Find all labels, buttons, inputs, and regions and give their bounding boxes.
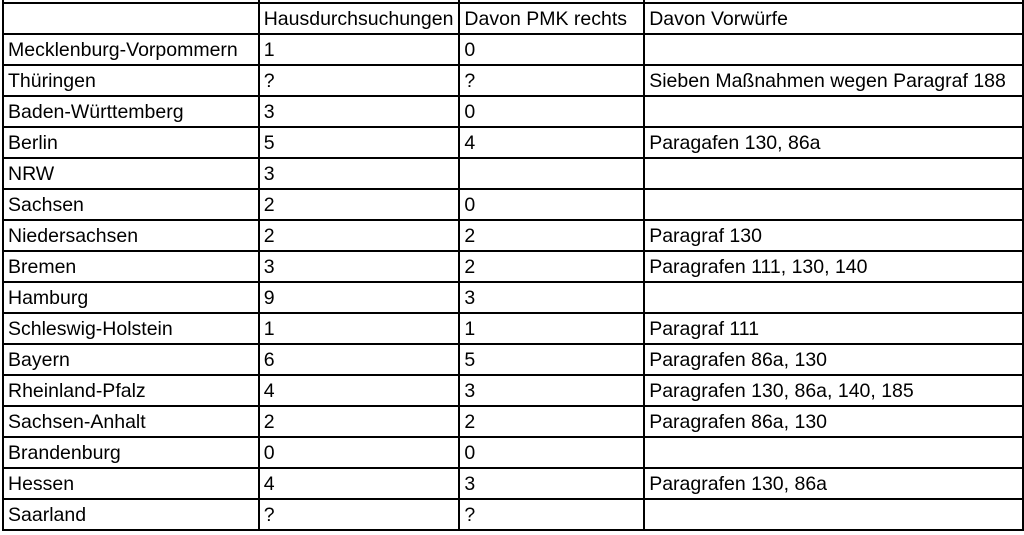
- cell-state[interactable]: Berlin: [3, 127, 259, 158]
- cell-vorwuerfe[interactable]: [644, 282, 1023, 313]
- cell-vorwuerfe[interactable]: Paragrafen 86a, 130: [644, 344, 1023, 375]
- cell-pmk-rechts[interactable]: 2: [459, 406, 644, 437]
- cell-hausdurchsuchungen[interactable]: 4: [259, 468, 460, 499]
- cell-pmk-rechts[interactable]: 5: [459, 344, 644, 375]
- table-row: [3, 251, 1023, 282]
- cell-state[interactable]: Thüringen: [3, 65, 259, 96]
- cell-hausdurchsuchungen[interactable]: 2: [259, 406, 460, 437]
- table-row: [3, 406, 1023, 437]
- cell-hausdurchsuchungen[interactable]: 3: [259, 158, 460, 189]
- header-vorwuerfe[interactable]: Davon Vorwürfe: [644, 3, 1023, 34]
- cell-vorwuerfe[interactable]: [644, 96, 1023, 127]
- cell-state[interactable]: Hessen: [3, 468, 259, 499]
- cell-pmk-rechts[interactable]: ?: [459, 65, 644, 96]
- cell-vorwuerfe[interactable]: Paragraf 111: [644, 313, 1023, 344]
- cell-hausdurchsuchungen[interactable]: 3: [259, 251, 460, 282]
- cell-state[interactable]: Sachsen-Anhalt: [3, 406, 259, 437]
- table-row: [3, 499, 1023, 530]
- table-row: [3, 158, 1023, 189]
- cell-pmk-rechts[interactable]: 3: [459, 282, 644, 313]
- cell-state[interactable]: NRW: [3, 158, 259, 189]
- header-state[interactable]: [3, 3, 259, 34]
- cell-state[interactable]: Brandenburg: [3, 437, 259, 468]
- cell-pmk-rechts[interactable]: 0: [459, 189, 644, 220]
- cell-state[interactable]: Saarland: [3, 499, 259, 530]
- cell-pmk-rechts[interactable]: 3: [459, 375, 644, 406]
- cell-state[interactable]: Schleswig-Holstein: [3, 313, 259, 344]
- cell-vorwuerfe[interactable]: [644, 158, 1023, 189]
- table-row: [3, 127, 1023, 158]
- header-pmk-rechts[interactable]: Davon PMK rechts: [459, 3, 644, 34]
- cell-state[interactable]: Niedersachsen: [3, 220, 259, 251]
- cell-pmk-rechts[interactable]: 3: [459, 468, 644, 499]
- cell-vorwuerfe[interactable]: Paragrafen 130, 86a, 140, 185: [644, 375, 1023, 406]
- header-row: [3, 3, 1023, 34]
- cell-hausdurchsuchungen[interactable]: 3: [259, 96, 460, 127]
- data-table: [2, 0, 1024, 531]
- cell-vorwuerfe[interactable]: Paragrafen 130, 86a: [644, 468, 1023, 499]
- cell-state[interactable]: Baden-Württemberg: [3, 96, 259, 127]
- table-row: [3, 375, 1023, 406]
- cell-state[interactable]: Mecklenburg-Vorpommern: [3, 34, 259, 65]
- table-row: [3, 65, 1023, 96]
- cell-pmk-rechts[interactable]: 2: [459, 251, 644, 282]
- cell-state[interactable]: Bremen: [3, 251, 259, 282]
- cell-pmk-rechts[interactable]: 0: [459, 437, 644, 468]
- table-row: [3, 96, 1023, 127]
- cell-pmk-rechts[interactable]: 4: [459, 127, 644, 158]
- table-row: [3, 468, 1023, 499]
- cell-state[interactable]: Bayern: [3, 344, 259, 375]
- cell-state[interactable]: Rheinland-Pfalz: [3, 375, 259, 406]
- cell-hausdurchsuchungen[interactable]: 6: [259, 344, 460, 375]
- cell-vorwuerfe[interactable]: Paragafen 130, 86a: [644, 127, 1023, 158]
- cell-hausdurchsuchungen[interactable]: ?: [259, 499, 460, 530]
- cell-vorwuerfe[interactable]: Paragrafen 86a, 130: [644, 406, 1023, 437]
- table-row: [3, 437, 1023, 468]
- cell-hausdurchsuchungen[interactable]: 0: [259, 437, 460, 468]
- cell-pmk-rechts[interactable]: 0: [459, 34, 644, 65]
- table-row: [3, 313, 1023, 344]
- cell-hausdurchsuchungen[interactable]: 9: [259, 282, 460, 313]
- table-row: [3, 34, 1023, 65]
- cell-state[interactable]: Hamburg: [3, 282, 259, 313]
- table-row: [3, 344, 1023, 375]
- cell-vorwuerfe[interactable]: Paragrafen 111, 130, 140: [644, 251, 1023, 282]
- cell-pmk-rechts[interactable]: [459, 158, 644, 189]
- cell-hausdurchsuchungen[interactable]: 4: [259, 375, 460, 406]
- cell-vorwuerfe[interactable]: Paragraf 130: [644, 220, 1023, 251]
- cell-hausdurchsuchungen[interactable]: 1: [259, 34, 460, 65]
- cell-vorwuerfe[interactable]: [644, 34, 1023, 65]
- table-row: [3, 282, 1023, 313]
- header-hausdurchsuchungen[interactable]: Hausdurchsuchungen: [259, 3, 460, 34]
- cell-hausdurchsuchungen[interactable]: 2: [259, 220, 460, 251]
- cell-vorwuerfe[interactable]: [644, 437, 1023, 468]
- cell-vorwuerfe[interactable]: [644, 499, 1023, 530]
- cell-pmk-rechts[interactable]: 0: [459, 96, 644, 127]
- cell-vorwuerfe[interactable]: [644, 189, 1023, 220]
- cell-hausdurchsuchungen[interactable]: 1: [259, 313, 460, 344]
- table-row: [3, 189, 1023, 220]
- table-row: [3, 220, 1023, 251]
- cell-hausdurchsuchungen[interactable]: ?: [259, 65, 460, 96]
- cell-hausdurchsuchungen[interactable]: 2: [259, 189, 460, 220]
- cell-state[interactable]: Sachsen: [3, 189, 259, 220]
- cell-hausdurchsuchungen[interactable]: 5: [259, 127, 460, 158]
- cell-pmk-rechts[interactable]: ?: [459, 499, 644, 530]
- cell-vorwuerfe[interactable]: Sieben Maßnahmen wegen Paragraf 188: [644, 65, 1023, 96]
- cell-pmk-rechts[interactable]: 2: [459, 220, 644, 251]
- cell-pmk-rechts[interactable]: 1: [459, 313, 644, 344]
